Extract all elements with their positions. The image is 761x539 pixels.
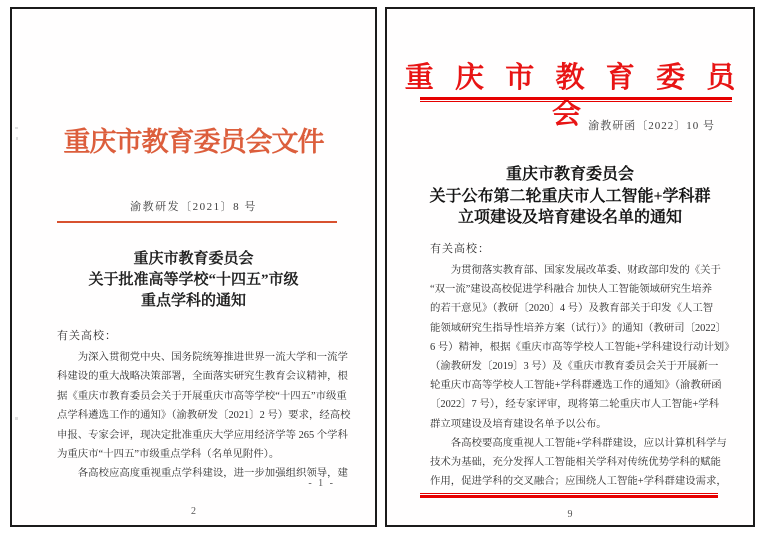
document-title-line: 重庆市教育委员会 — [505, 166, 634, 183]
body-line: 为深入贯彻党中央、国务院统筹推进世界一流大学和一流学 — [57, 352, 348, 363]
body-line: 据《重庆市教育委员会关于开展重庆市高等学校“十四五”市级重 — [57, 390, 347, 402]
document-title — [12, 249, 375, 312]
body-line: 群立项建设及培育建设名单予以公布。 — [430, 418, 607, 430]
salutation: 有关高校： — [57, 330, 117, 342]
body-line: 为贯彻落实教育部、国家发展改革委、财政部印发的《关于 — [430, 265, 721, 276]
body-line: 科建设的重大战略决策部署，全面落实研究生教育会议精神，根 — [57, 371, 348, 383]
body-text — [57, 348, 351, 484]
red-double-rule-bottom — [420, 493, 718, 498]
body-line: 作用，促进学科的交叉融合；应围绕人工智能+学科群建设需求， — [430, 476, 727, 488]
letterhead-title: 重 庆 市 教 育 委 员 会 — [404, 62, 743, 130]
body-line: “双一流”建设高校促进学科融合 加快人工智能领域研究生培养 — [430, 284, 712, 296]
body-line: 技术为基础，充分发挥人工智能相关学科对传统优势学科的赋能 — [430, 457, 721, 469]
document-title-line: 立项建设及培育建设名单的通知 — [457, 209, 682, 226]
document-title-line: 重庆市教育委员会 — [133, 251, 254, 267]
document-page-left — [10, 7, 377, 527]
document-title-line: 关于公布第二轮重庆市人工智能+学科群 — [429, 187, 711, 205]
document-title-line: 重点学科的通知 — [140, 293, 246, 309]
body-text — [430, 261, 735, 491]
body-line: 6 号）精神，根据《重庆市高等学校人工智能+学科建设行动计划》 — [430, 341, 735, 353]
body-line: 〔2022〕7 号），经专家评审，现将第二轮重庆市人工智能+学科 — [430, 399, 719, 411]
inner-page-marker: - 1 - — [308, 478, 335, 489]
body-line: 申报、专家会评，现决定批准重庆大学应用经济学等 265 个学科 — [57, 429, 348, 441]
document-page-right — [385, 7, 755, 527]
red-double-rule-top — [420, 97, 732, 102]
document-number: 渝教研函〔2022〕10 号 — [588, 120, 715, 132]
red-rule — [57, 221, 337, 223]
body-line: 为重庆市“十四五”市级重点学科（名单见附件）。 — [57, 449, 280, 461]
salutation: 有关高校： — [430, 243, 490, 255]
scan-artifact — [15, 417, 18, 420]
body-line: 点学科遴选工作的通知》（渝教研发〔2021〕2 号）要求，经高校 — [57, 410, 351, 422]
body-line: 轮重庆市高等学校人工智能+学科群遴选工作的通知》（渝教研函 — [430, 380, 722, 392]
body-line: 能领域研究生指导性培养方案（试行）》的通知（教研司〔2022〕 — [430, 322, 727, 334]
document-title — [387, 164, 753, 229]
page-number: 9 — [567, 509, 573, 520]
body-line: 各高校应高度重视重点学科建设，进一步加强组织领导，建 — [57, 468, 348, 480]
body-line: （渝教研发〔2019〕3 号）及《重庆市教育委员会关于开展新一 — [430, 361, 719, 373]
body-line: 的若干意见》（教研〔2020〕4 号）及教育部关于印发《人工智 — [430, 303, 714, 315]
document-number: 渝教研发〔2021〕8 号 — [130, 201, 257, 213]
document-title-line: 关于批准高等学校“十四五”市级 — [88, 272, 299, 288]
letterhead-title: 重庆市教育委员会文件 — [63, 127, 324, 157]
page-number: 2 — [191, 506, 196, 517]
body-line: 各高校要高度重视人工智能+学科群建设，应以计算机科学与 — [430, 437, 727, 449]
